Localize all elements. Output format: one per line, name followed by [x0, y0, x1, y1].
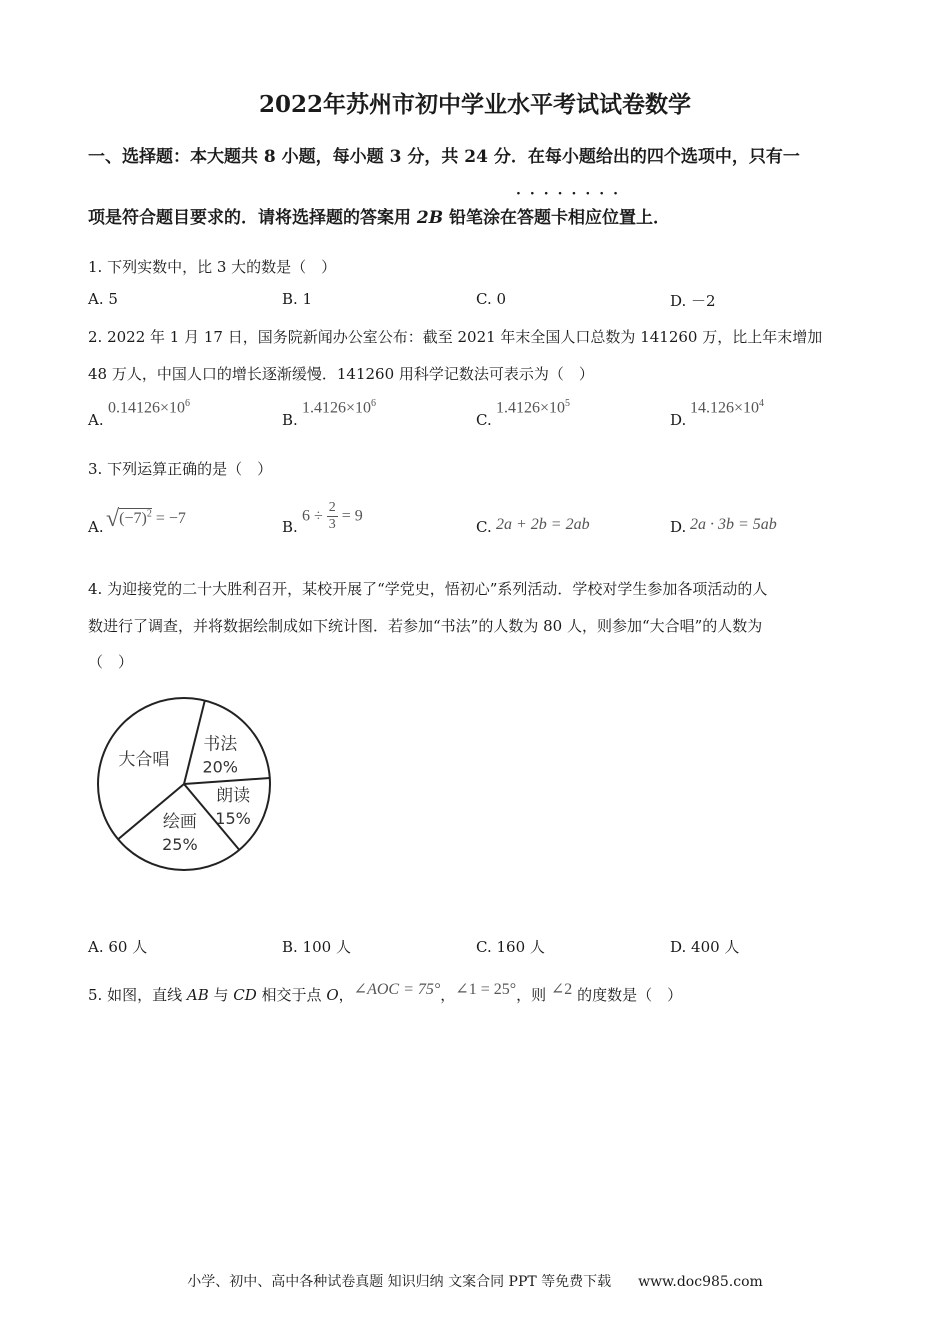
- emphasis-text: 答题卡相应位置上: [517, 208, 654, 228]
- q3-option-a-expr: $√(-7)^2 = -7$: [106, 506, 186, 532]
- angle-1: ∠1 = 25°: [455, 981, 517, 998]
- emphasis-dots: ········: [516, 186, 628, 202]
- pie-slice-label: 朗读: [216, 785, 251, 806]
- pie-slice-percent: 25%: [162, 835, 198, 855]
- point-o: O: [326, 986, 339, 1004]
- q2-option-c-label: C.: [476, 411, 492, 429]
- q4-option-b: B. 100 人: [282, 938, 351, 956]
- pie-slice-percent: 15%: [215, 808, 251, 828]
- q2-option-d-expr: $14.126\times 10^4$: [690, 398, 765, 417]
- q3-option-b-expr: 6 ÷ $\frac{2}{3}$ = 9: [302, 500, 363, 532]
- q4-option-c: C. 160 人: [476, 938, 545, 956]
- pie-chart: [90, 692, 280, 877]
- emphasis-answer-sheet: [516, 186, 654, 228]
- q2-stem-line2: 48 万人，中国人口的增长逐渐缓慢．141260 用科学记数法可表示为（ ）: [88, 365, 594, 383]
- pie-slice-label: 绘画: [162, 812, 197, 833]
- q4-stem-line3: （ ）: [88, 653, 134, 671]
- q2-stem-line1: 2. 2022 年 1 月 17 日，国务院新闻办公室公布：截至 2021 年末全国人口总数为 141260 万，比上年末增加: [88, 328, 823, 346]
- pie-slice-label: 书法: [203, 734, 238, 755]
- q4-stem-line2: 数进行了调查，并将数据绘制成如下统计图．若参加“书法”的人数为 80 人，则参加“大合唱”的人数为: [88, 617, 763, 635]
- q2-option-b-expr: $1.4126\times 10^6$: [302, 398, 377, 417]
- q4-stem-line1: 4. 为迎接党的二十大胜利召开，某校开展了“学党史，悟初心”系列活动．学校对学生参加各项活动的人: [88, 580, 768, 598]
- section1-line2-prefix: 项是符合题目要求的．请将选择题的答案用: [88, 208, 417, 228]
- angle-aoc: ∠AOC = 75°: [353, 981, 441, 998]
- q3-option-c-expr: 2a + 2b = 2ab: [496, 516, 590, 533]
- q2-option-b-label: B.: [282, 411, 298, 429]
- section1-line1: 一、选择题：本大题共 8 小题，每小题 3 分，共 24 分．在每小题给出的四个选项中，只有一: [88, 147, 800, 167]
- section1-line2-middle: 铅笔涂在: [443, 208, 518, 228]
- line-ab: AB: [186, 986, 209, 1004]
- pie-slice-label: 大合唱: [118, 749, 170, 770]
- q2-option-d-label: D.: [670, 411, 687, 429]
- q2-option-a-label: A.: [88, 411, 104, 429]
- q1-option-c: C. 0: [476, 290, 507, 308]
- pencil-type: 2B: [416, 208, 444, 228]
- footer-text: 小学、初中、高中各种试卷真题 知识归纳 文案合同 PPT 等免费下载: [187, 1274, 612, 1290]
- footer-url[interactable]: www.doc985.com: [638, 1274, 763, 1290]
- q1-option-d: D. －2: [670, 292, 716, 310]
- q3-option-c-label: C.: [476, 518, 492, 536]
- q3-option-a-label: A.: [88, 518, 104, 536]
- q1-option-a: A. 5: [88, 290, 118, 308]
- q3-option-b-label: B.: [282, 518, 298, 536]
- q2-option-c-expr: $1.4126\times 10^5$: [496, 398, 571, 417]
- q3-option-d-expr: 2a · 3b = 5ab: [690, 516, 777, 533]
- q3-option-d-label: D.: [670, 518, 687, 536]
- line-cd: CD: [233, 986, 257, 1004]
- page-title: 2022年苏州市初中学业水平考试试卷数学: [258, 91, 691, 118]
- q3-stem: 3. 下列运算正确的是（ ）: [88, 460, 273, 478]
- q2-option-a-expr: $0.14126\times 10^6$: [108, 398, 191, 417]
- q4-option-d: D. 400 人: [670, 938, 740, 956]
- footer: [0, 1271, 950, 1291]
- q1-stem: 1. 下列实数中，比 3 大的数是（ ）: [88, 258, 337, 276]
- q5-stem: 5. 如图，直线 AB 与 CD 相交于点 O，∠AOC = 75°，∠1 = 25°，则 ∠2 的度数是（ ）: [88, 981, 683, 1004]
- q4-option-a: A. 60 人: [88, 938, 148, 956]
- pie-slice-percent: 20%: [202, 757, 239, 777]
- sqrt-icon: √: [106, 506, 120, 532]
- section1-line2-end: ．: [653, 208, 671, 228]
- section1-line2: [88, 186, 671, 228]
- q1-option-b: B. 1: [282, 290, 313, 308]
- angle-2: ∠2: [550, 981, 573, 998]
